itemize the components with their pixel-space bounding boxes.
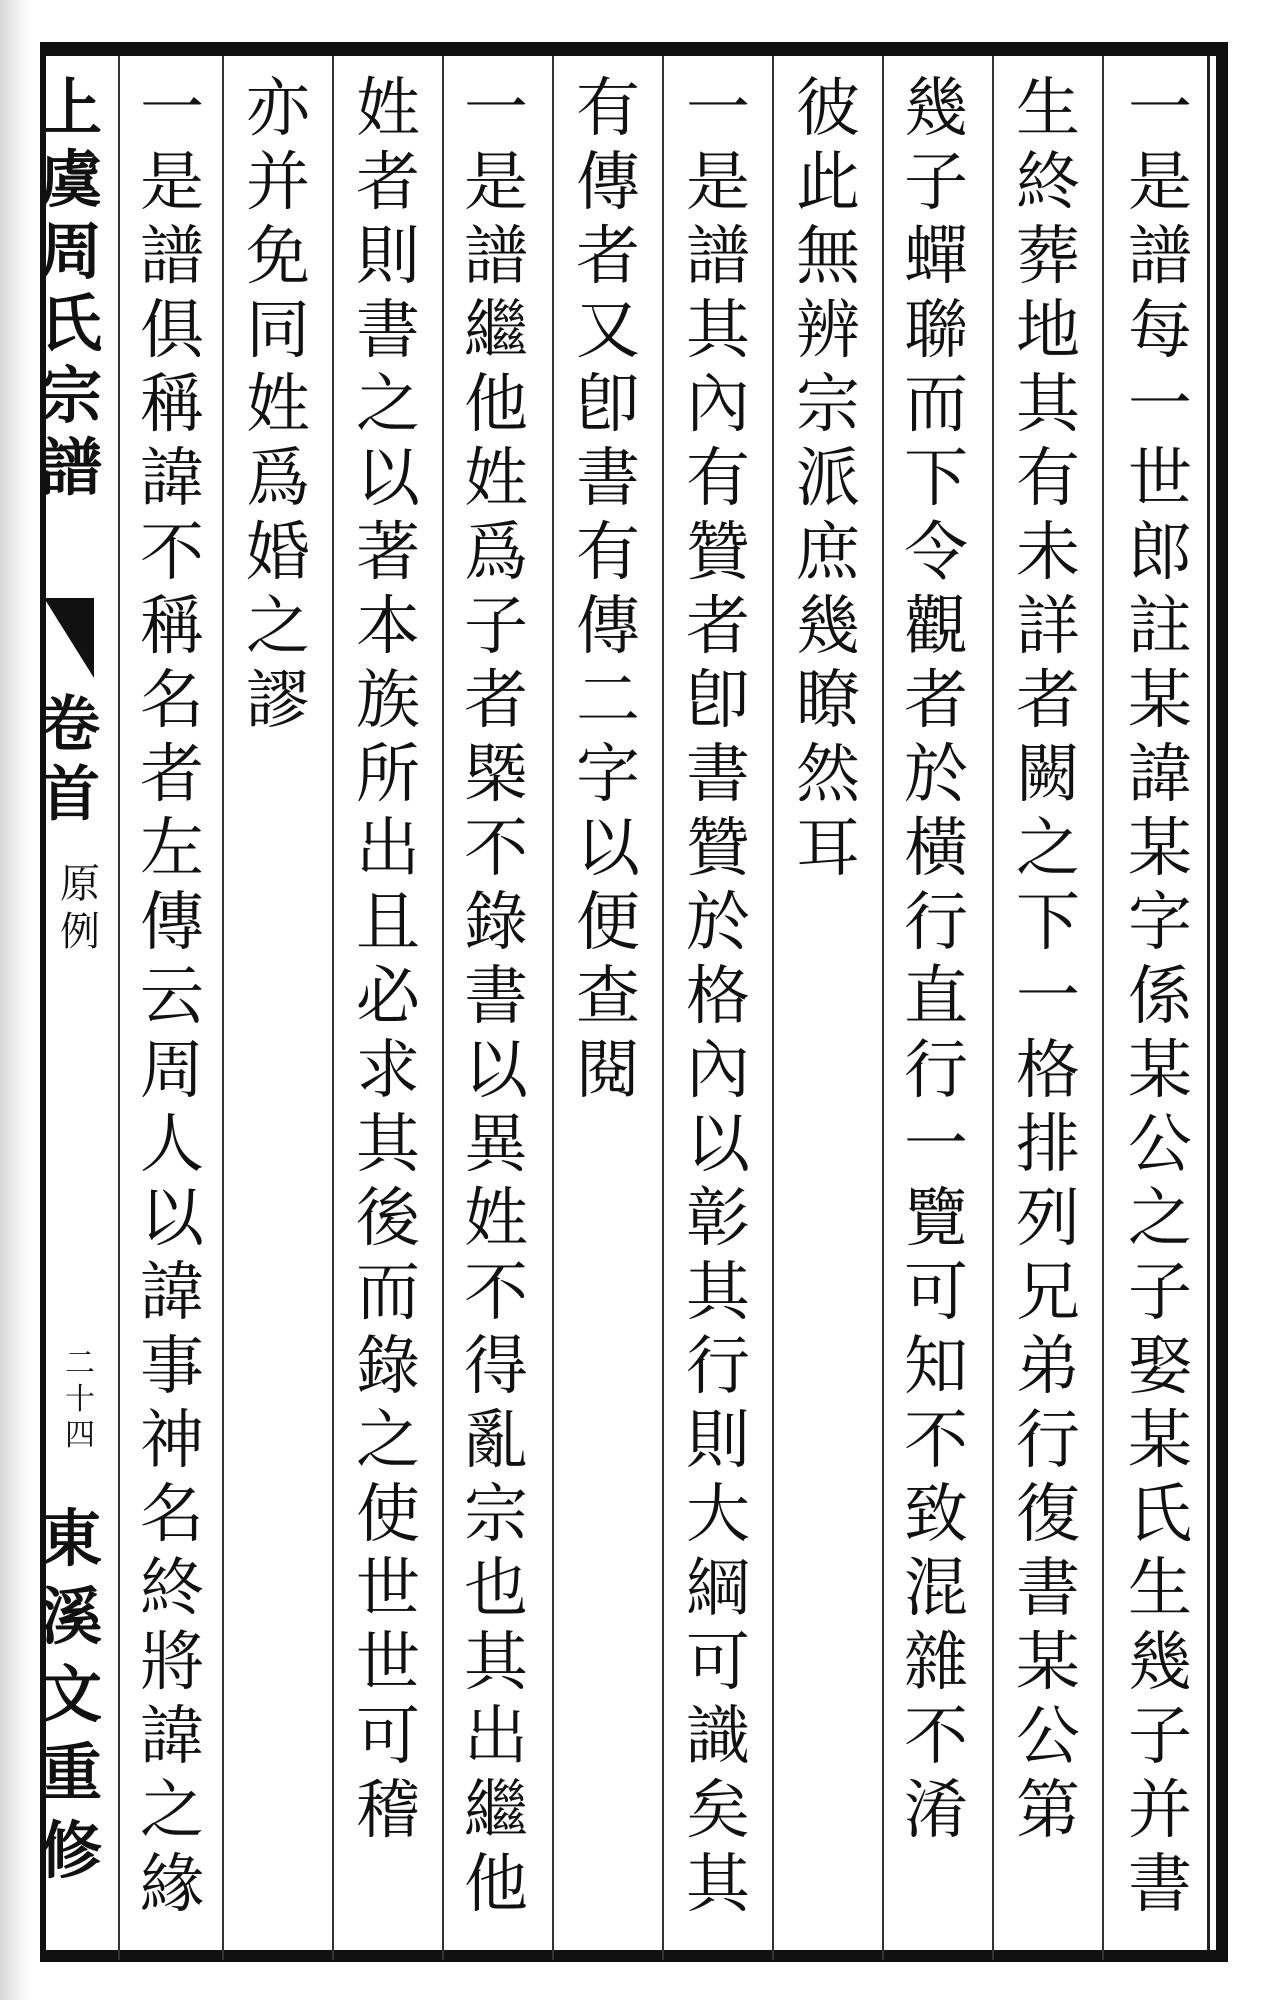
text-glyph: 子 — [464, 590, 528, 664]
page-number-char: 十 — [65, 1382, 95, 1417]
text-glyph: 諱 — [140, 1256, 204, 1330]
text-glyph: 一 — [686, 72, 750, 146]
text-glyph: 係 — [1128, 960, 1192, 1034]
text-glyph: 神 — [140, 1404, 204, 1478]
text-glyph: 是 — [140, 146, 204, 220]
text-glyph: 娶 — [1128, 1330, 1192, 1404]
text-glyph: 子 — [1128, 1700, 1192, 1774]
page-number-char: 二 — [65, 1346, 95, 1381]
column-rule — [118, 56, 120, 1960]
banxin-hall-char: 修 — [40, 1814, 103, 1887]
text-glyph: 之 — [356, 368, 420, 442]
text-glyph: 求 — [356, 1034, 420, 1108]
text-glyph: 彼 — [796, 72, 860, 146]
text-glyph: 譜 — [140, 220, 204, 294]
text-glyph: 混 — [904, 1552, 968, 1626]
text-glyph: 他 — [464, 1848, 528, 1922]
column-rule — [882, 56, 884, 1960]
text-glyph: 繼 — [464, 294, 528, 368]
text-glyph: 本 — [356, 590, 420, 664]
text-glyph: 而 — [356, 1256, 420, 1330]
text-glyph: 亂 — [464, 1404, 528, 1478]
banxin-title-char: 氏 — [40, 287, 103, 360]
text-glyph: 譜 — [464, 220, 528, 294]
text-glyph: 閱 — [576, 1034, 640, 1108]
text-glyph: 字 — [576, 738, 640, 812]
banxin-volume-char: 卷 — [40, 690, 100, 760]
text-glyph: 某 — [1128, 812, 1192, 886]
text-column — [1000, 72, 1096, 1848]
text-glyph: 傳 — [140, 886, 204, 960]
text-glyph: 覽 — [904, 1182, 968, 1256]
text-glyph: 事 — [140, 1330, 204, 1404]
text-glyph: 者 — [356, 146, 420, 220]
text-glyph: 內 — [686, 368, 750, 442]
text-glyph: 爲 — [246, 442, 310, 516]
text-glyph: 不 — [464, 1256, 528, 1330]
text-glyph: 他 — [464, 368, 528, 442]
text-glyph: 郎 — [1128, 516, 1192, 590]
text-glyph: 然 — [796, 738, 860, 812]
text-glyph: 某 — [1016, 1626, 1080, 1700]
text-glyph: 不 — [464, 812, 528, 886]
text-glyph: 行 — [904, 1034, 968, 1108]
text-glyph: 其 — [1016, 368, 1080, 442]
text-glyph: 俱 — [140, 294, 204, 368]
text-glyph: 書 — [356, 294, 420, 368]
text-glyph: 其 — [464, 1626, 528, 1700]
text-glyph: 著 — [356, 516, 420, 590]
text-glyph: 子 — [904, 146, 968, 220]
column-rule — [1102, 56, 1104, 1960]
text-glyph: 行 — [686, 1330, 750, 1404]
text-glyph: 終 — [140, 1552, 204, 1626]
text-glyph: 錄 — [464, 886, 528, 960]
text-glyph: 譜 — [686, 220, 750, 294]
text-glyph: 一 — [1128, 368, 1192, 442]
text-glyph: 一 — [140, 72, 204, 146]
text-glyph: 其 — [686, 294, 750, 368]
text-glyph: 周 — [140, 1034, 204, 1108]
text-glyph: 詳 — [1016, 590, 1080, 664]
text-glyph: 姓 — [464, 442, 528, 516]
text-glyph: 云 — [140, 960, 204, 1034]
text-glyph: 排 — [1016, 1108, 1080, 1182]
text-glyph: 以 — [356, 442, 420, 516]
text-glyph: 并 — [1128, 1774, 1192, 1848]
text-glyph: 直 — [904, 960, 968, 1034]
text-glyph: 是 — [464, 146, 528, 220]
banxin-section-char: 原 — [60, 861, 100, 907]
text-glyph: 某 — [1128, 664, 1192, 738]
banxin-title-char: 上 — [40, 71, 103, 144]
text-glyph: 緣 — [140, 1848, 204, 1922]
text-glyph: 者 — [904, 664, 968, 738]
text-glyph: 者 — [1016, 664, 1080, 738]
text-glyph: 不 — [140, 516, 204, 590]
banxin-title-char: 虞 — [40, 143, 103, 216]
text-glyph: 之 — [1016, 812, 1080, 886]
text-column — [780, 72, 876, 886]
text-glyph: 得 — [464, 1330, 528, 1404]
text-glyph: 公 — [1016, 1700, 1080, 1774]
text-glyph: 幾 — [1128, 1626, 1192, 1700]
text-glyph: 錄 — [356, 1330, 420, 1404]
text-glyph: 世 — [1128, 442, 1192, 516]
text-glyph: 行 — [904, 886, 968, 960]
text-column — [670, 72, 766, 1922]
text-glyph: 兄 — [1016, 1256, 1080, 1330]
text-glyph: 彰 — [686, 1182, 750, 1256]
text-glyph: 有 — [576, 516, 640, 590]
banxin-title-char: 宗 — [40, 359, 103, 432]
text-glyph: 世 — [356, 1552, 420, 1626]
text-glyph: 行 — [1016, 1404, 1080, 1478]
text-glyph: 者 — [686, 590, 750, 664]
text-glyph: 子 — [1128, 1256, 1192, 1330]
banxin-hall-char: 文 — [40, 1658, 103, 1731]
text-glyph: 書 — [686, 738, 750, 812]
text-glyph: 內 — [686, 1034, 750, 1108]
text-column — [560, 72, 656, 1108]
text-glyph: 觀 — [904, 590, 968, 664]
text-glyph: 下 — [1016, 886, 1080, 960]
text-glyph: 不 — [904, 1700, 968, 1774]
banxin-volume — [40, 690, 98, 830]
text-glyph: 宗 — [464, 1478, 528, 1552]
text-glyph: 姓 — [246, 368, 310, 442]
text-glyph: 其 — [686, 1848, 750, 1922]
text-glyph: 此 — [796, 146, 860, 220]
text-glyph: 二 — [576, 664, 640, 738]
text-glyph: 列 — [1016, 1182, 1080, 1256]
text-glyph: 綱 — [686, 1552, 750, 1626]
text-glyph: 卽 — [686, 664, 750, 738]
text-glyph: 瞭 — [796, 664, 860, 738]
text-column — [340, 72, 436, 1848]
text-glyph: 書 — [464, 960, 528, 1034]
text-glyph: 辨 — [796, 294, 860, 368]
text-glyph: 傳 — [576, 146, 640, 220]
text-glyph: 於 — [686, 886, 750, 960]
text-glyph: 知 — [904, 1330, 968, 1404]
text-glyph: 識 — [686, 1700, 750, 1774]
text-glyph: 之 — [246, 590, 310, 664]
text-glyph: 闕 — [1016, 738, 1080, 812]
text-glyph: 字 — [1128, 886, 1192, 960]
text-glyph: 譜 — [1128, 220, 1192, 294]
text-glyph: 淆 — [904, 1774, 968, 1848]
text-glyph: 後 — [356, 1182, 420, 1256]
text-glyph: 格 — [686, 960, 750, 1034]
text-column — [448, 72, 544, 1922]
text-glyph: 所 — [356, 738, 420, 812]
text-glyph: 聯 — [904, 294, 968, 368]
text-glyph: 者 — [464, 664, 528, 738]
text-glyph: 異 — [464, 1108, 528, 1182]
text-glyph: 同 — [246, 294, 310, 368]
text-glyph: 可 — [904, 1256, 968, 1330]
text-glyph: 幾 — [796, 590, 860, 664]
text-glyph: 每 — [1128, 294, 1192, 368]
text-glyph: 謬 — [246, 664, 310, 738]
text-glyph: 也 — [464, 1552, 528, 1626]
text-column — [230, 72, 326, 738]
text-glyph: 是 — [686, 146, 750, 220]
text-glyph: 稽 — [356, 1774, 420, 1848]
banxin-title — [40, 71, 103, 504]
text-column — [1112, 72, 1208, 1922]
column-rule — [442, 56, 444, 1960]
text-glyph: 姓 — [356, 72, 420, 146]
text-glyph: 宗 — [796, 368, 860, 442]
text-glyph: 有 — [686, 442, 750, 516]
text-glyph: 亦 — [246, 72, 310, 146]
text-glyph: 某 — [1128, 1404, 1192, 1478]
text-glyph: 其 — [356, 1108, 420, 1182]
column-rule — [222, 56, 224, 1960]
text-glyph: 世 — [356, 1626, 420, 1700]
text-glyph: 一 — [464, 72, 528, 146]
text-glyph: 一 — [1128, 72, 1192, 146]
banxin-hall-name — [40, 1500, 103, 1890]
text-glyph: 贊 — [686, 516, 750, 590]
text-glyph: 可 — [356, 1700, 420, 1774]
column-rule — [662, 56, 664, 1960]
text-glyph: 有 — [576, 72, 640, 146]
text-glyph: 爲 — [464, 516, 528, 590]
text-glyph: 卽 — [576, 368, 640, 442]
text-glyph: 且 — [356, 886, 420, 960]
column-rule — [332, 56, 334, 1960]
text-glyph: 大 — [686, 1478, 750, 1552]
column-rule — [552, 56, 554, 1960]
text-glyph: 公 — [1128, 1108, 1192, 1182]
text-glyph: 氏 — [1128, 1478, 1192, 1552]
text-glyph: 生 — [1128, 1552, 1192, 1626]
text-glyph: 格 — [1016, 1034, 1080, 1108]
text-column — [888, 72, 984, 1848]
text-glyph: 未 — [1016, 516, 1080, 590]
text-glyph: 幾 — [904, 72, 968, 146]
text-glyph: 以 — [464, 1034, 528, 1108]
page-number — [58, 1346, 102, 1454]
text-glyph: 下 — [904, 442, 968, 516]
text-glyph: 是 — [1128, 146, 1192, 220]
text-glyph: 必 — [356, 960, 420, 1034]
text-glyph: 將 — [140, 1626, 204, 1700]
page-number-char: 四 — [65, 1418, 95, 1453]
text-glyph: 生 — [1016, 72, 1080, 146]
text-glyph: 葬 — [1016, 220, 1080, 294]
text-glyph: 稱 — [140, 590, 204, 664]
text-glyph: 傳 — [576, 590, 640, 664]
text-glyph: 令 — [904, 516, 968, 590]
banxin-hall-char: 東 — [40, 1502, 103, 1575]
banxin-section-char: 例 — [60, 909, 100, 955]
text-glyph: 終 — [1016, 146, 1080, 220]
text-glyph: 橫 — [904, 812, 968, 886]
text-glyph: 而 — [904, 368, 968, 442]
text-glyph: 槩 — [464, 738, 528, 812]
text-glyph: 蟬 — [904, 220, 968, 294]
text-glyph: 出 — [356, 812, 420, 886]
text-glyph: 派 — [796, 442, 860, 516]
text-glyph: 復 — [1016, 1478, 1080, 1552]
text-glyph: 稱 — [140, 368, 204, 442]
text-glyph: 者 — [140, 738, 204, 812]
text-glyph: 婚 — [246, 516, 310, 590]
text-glyph: 耳 — [796, 812, 860, 886]
text-glyph: 雜 — [904, 1626, 968, 1700]
text-column — [124, 72, 220, 1922]
text-glyph: 出 — [464, 1700, 528, 1774]
text-glyph: 以 — [576, 812, 640, 886]
text-glyph: 名 — [140, 1478, 204, 1552]
text-glyph: 書 — [576, 442, 640, 516]
text-glyph: 其 — [686, 1256, 750, 1330]
banxin-title-char: 譜 — [40, 431, 103, 504]
text-glyph: 某 — [1128, 1034, 1192, 1108]
banxin-hall-char: 重 — [40, 1736, 103, 1809]
text-glyph: 又 — [576, 294, 640, 368]
text-glyph: 地 — [1016, 294, 1080, 368]
text-glyph: 繼 — [464, 1774, 528, 1848]
text-glyph: 註 — [1128, 590, 1192, 664]
text-glyph: 一 — [1016, 960, 1080, 1034]
banxin-volume-char: 首 — [40, 760, 100, 830]
text-glyph: 一 — [904, 1108, 968, 1182]
text-glyph: 查 — [576, 960, 640, 1034]
banxin-hall-char: 溪 — [40, 1580, 103, 1653]
text-glyph: 姓 — [464, 1182, 528, 1256]
text-glyph: 諱 — [140, 442, 204, 516]
text-glyph: 左 — [140, 812, 204, 886]
text-glyph: 不 — [904, 1404, 968, 1478]
text-glyph: 可 — [686, 1626, 750, 1700]
banxin-title-char: 周 — [40, 215, 103, 288]
text-glyph: 者 — [576, 220, 640, 294]
text-glyph: 贊 — [686, 812, 750, 886]
text-glyph: 族 — [356, 664, 420, 738]
text-glyph: 書 — [1016, 1552, 1080, 1626]
text-glyph: 則 — [686, 1404, 750, 1478]
text-glyph: 矣 — [686, 1774, 750, 1848]
text-glyph: 以 — [686, 1108, 750, 1182]
text-glyph: 弟 — [1016, 1330, 1080, 1404]
text-glyph: 并 — [246, 146, 310, 220]
text-glyph: 之 — [356, 1404, 420, 1478]
text-glyph: 名 — [140, 664, 204, 738]
column-rule — [992, 56, 994, 1960]
text-glyph: 以 — [140, 1182, 204, 1256]
text-glyph: 致 — [904, 1478, 968, 1552]
text-glyph: 免 — [246, 220, 310, 294]
text-glyph: 諱 — [1128, 738, 1192, 812]
page-edge — [0, 0, 34, 2000]
text-glyph: 之 — [1128, 1182, 1192, 1256]
text-glyph: 書 — [1128, 1848, 1192, 1922]
text-glyph: 諱 — [140, 1700, 204, 1774]
text-glyph: 無 — [796, 220, 860, 294]
text-glyph: 第 — [1016, 1774, 1080, 1848]
text-glyph: 於 — [904, 738, 968, 812]
text-glyph: 有 — [1016, 442, 1080, 516]
banxin-section — [60, 860, 100, 956]
text-glyph: 人 — [140, 1108, 204, 1182]
text-glyph: 之 — [140, 1774, 204, 1848]
text-glyph: 使 — [356, 1478, 420, 1552]
column-rule — [772, 56, 774, 1960]
text-glyph: 便 — [576, 886, 640, 960]
text-glyph: 庶 — [796, 516, 860, 590]
text-glyph: 則 — [356, 220, 420, 294]
